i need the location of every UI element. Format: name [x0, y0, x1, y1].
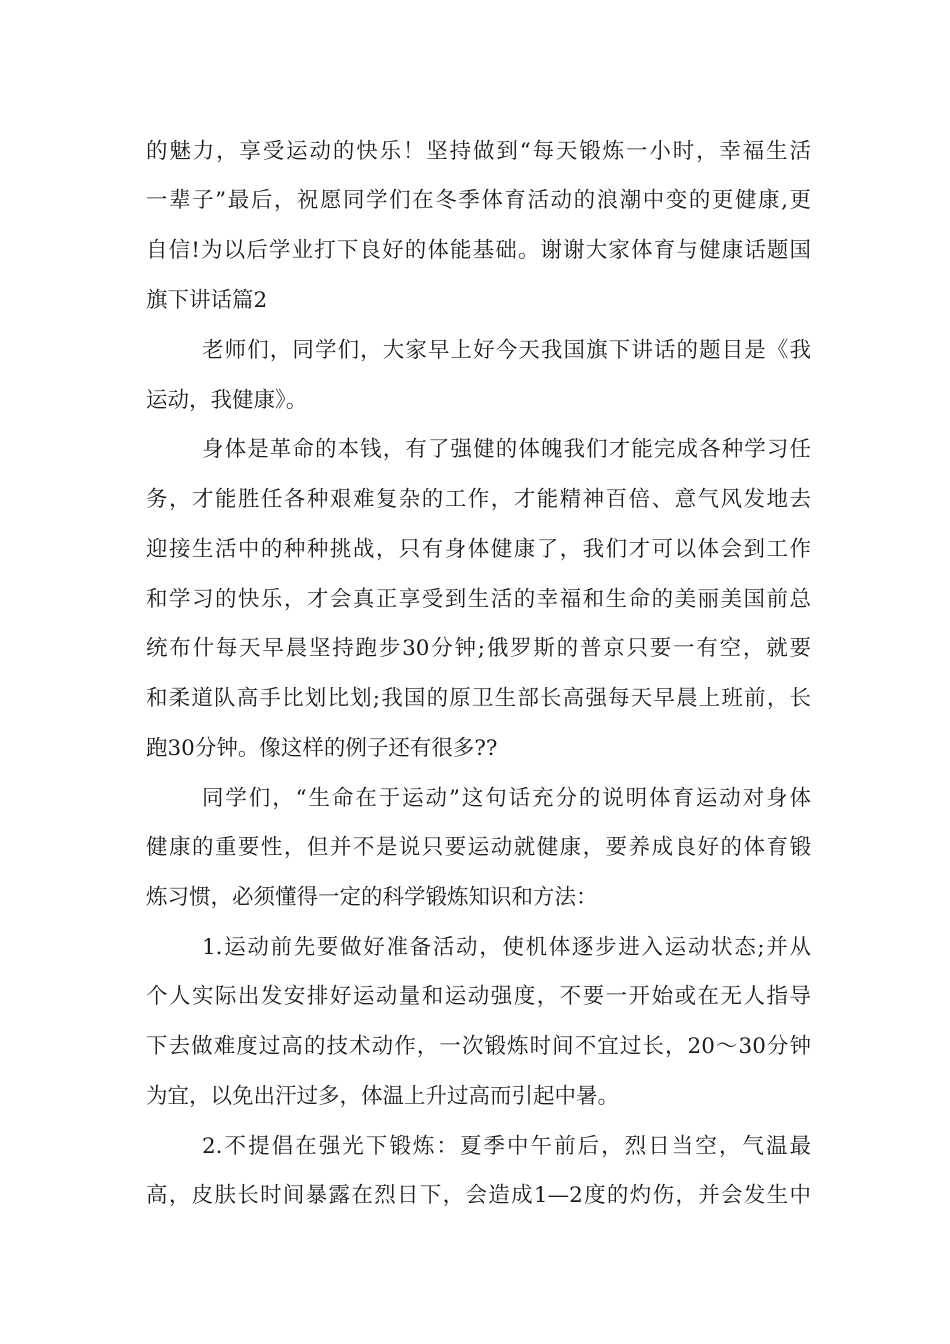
text-line: 务，才能胜任各种艰难复杂的工作，才能精神百倍、意气风发地去	[146, 487, 811, 512]
text-line: 高，皮肤长时间暴露在烈日下，会造成1—2度的灼伤，并会发生中	[146, 1183, 811, 1208]
text-line: 下去做难度过高的技术动作，一次锻炼时间不宜过长，20～30分钟	[146, 1034, 811, 1059]
text-line: 旗下讲话篇2	[146, 288, 268, 313]
text-line: 和学习的快乐，才会真正享受到生活的幸福和生命的美丽美国前总	[146, 587, 811, 612]
text-line: 自信!为以后学业打下良好的体能基础。谢谢大家体育与健康话题国	[146, 238, 811, 263]
text-line: 迎接生活中的种种挑战，只有身体健康了，我们才可以体会到工作	[146, 537, 811, 562]
list-item-first-line: 2.不提倡在强光下锻炼：夏季中午前后，烈日当空，气温最	[202, 1134, 811, 1159]
text-line: 跑30分钟。像这样的例子还有很多??	[146, 736, 498, 761]
paragraph-first-line: 同学们，“生命在于运动”这句话充分的说明体育运动对身体	[202, 786, 811, 811]
text-line: 炼习惯，必须懂得一定的科学锻炼知识和方法：	[146, 885, 598, 910]
text-line: 运动，我健康》。	[146, 388, 308, 413]
text-line: 和柔道队高手比划比划;我国的原卫生部长高强每天早晨上班前，长	[146, 686, 811, 711]
text-line: 一辈子”最后，祝愿同学们在冬季体育活动的浪潮中变的更健康,更	[146, 188, 811, 213]
paragraph-first-line: 老师们，同学们，大家早上好今天我国旗下讲话的题目是《我	[202, 338, 811, 363]
text-line: 健康的重要性，但并不是说只要运动就健康，要养成良好的体育锻	[146, 835, 811, 860]
paragraph-first-line: 身体是革命的本钱，有了强健的体魄我们才能完成各种学习任	[202, 437, 811, 462]
text-line: 统布什每天早晨坚持跑步30分钟;俄罗斯的普京只要一有空，就要	[146, 636, 811, 661]
list-item-first-line: 1.运动前先要做好准备活动，使机体逐步进入运动状态;并从	[202, 935, 811, 960]
text-line: 的魅力，享受运动的快乐！坚持做到“每天锻炼一小时，幸福生活	[146, 139, 811, 164]
text-line: 为宜，以免出汗过多，体温上升过高而引起中暑。	[146, 1084, 620, 1109]
text-line: 个人实际出发安排好运动量和运动强度，不要一开始或在无人指导	[146, 984, 811, 1009]
